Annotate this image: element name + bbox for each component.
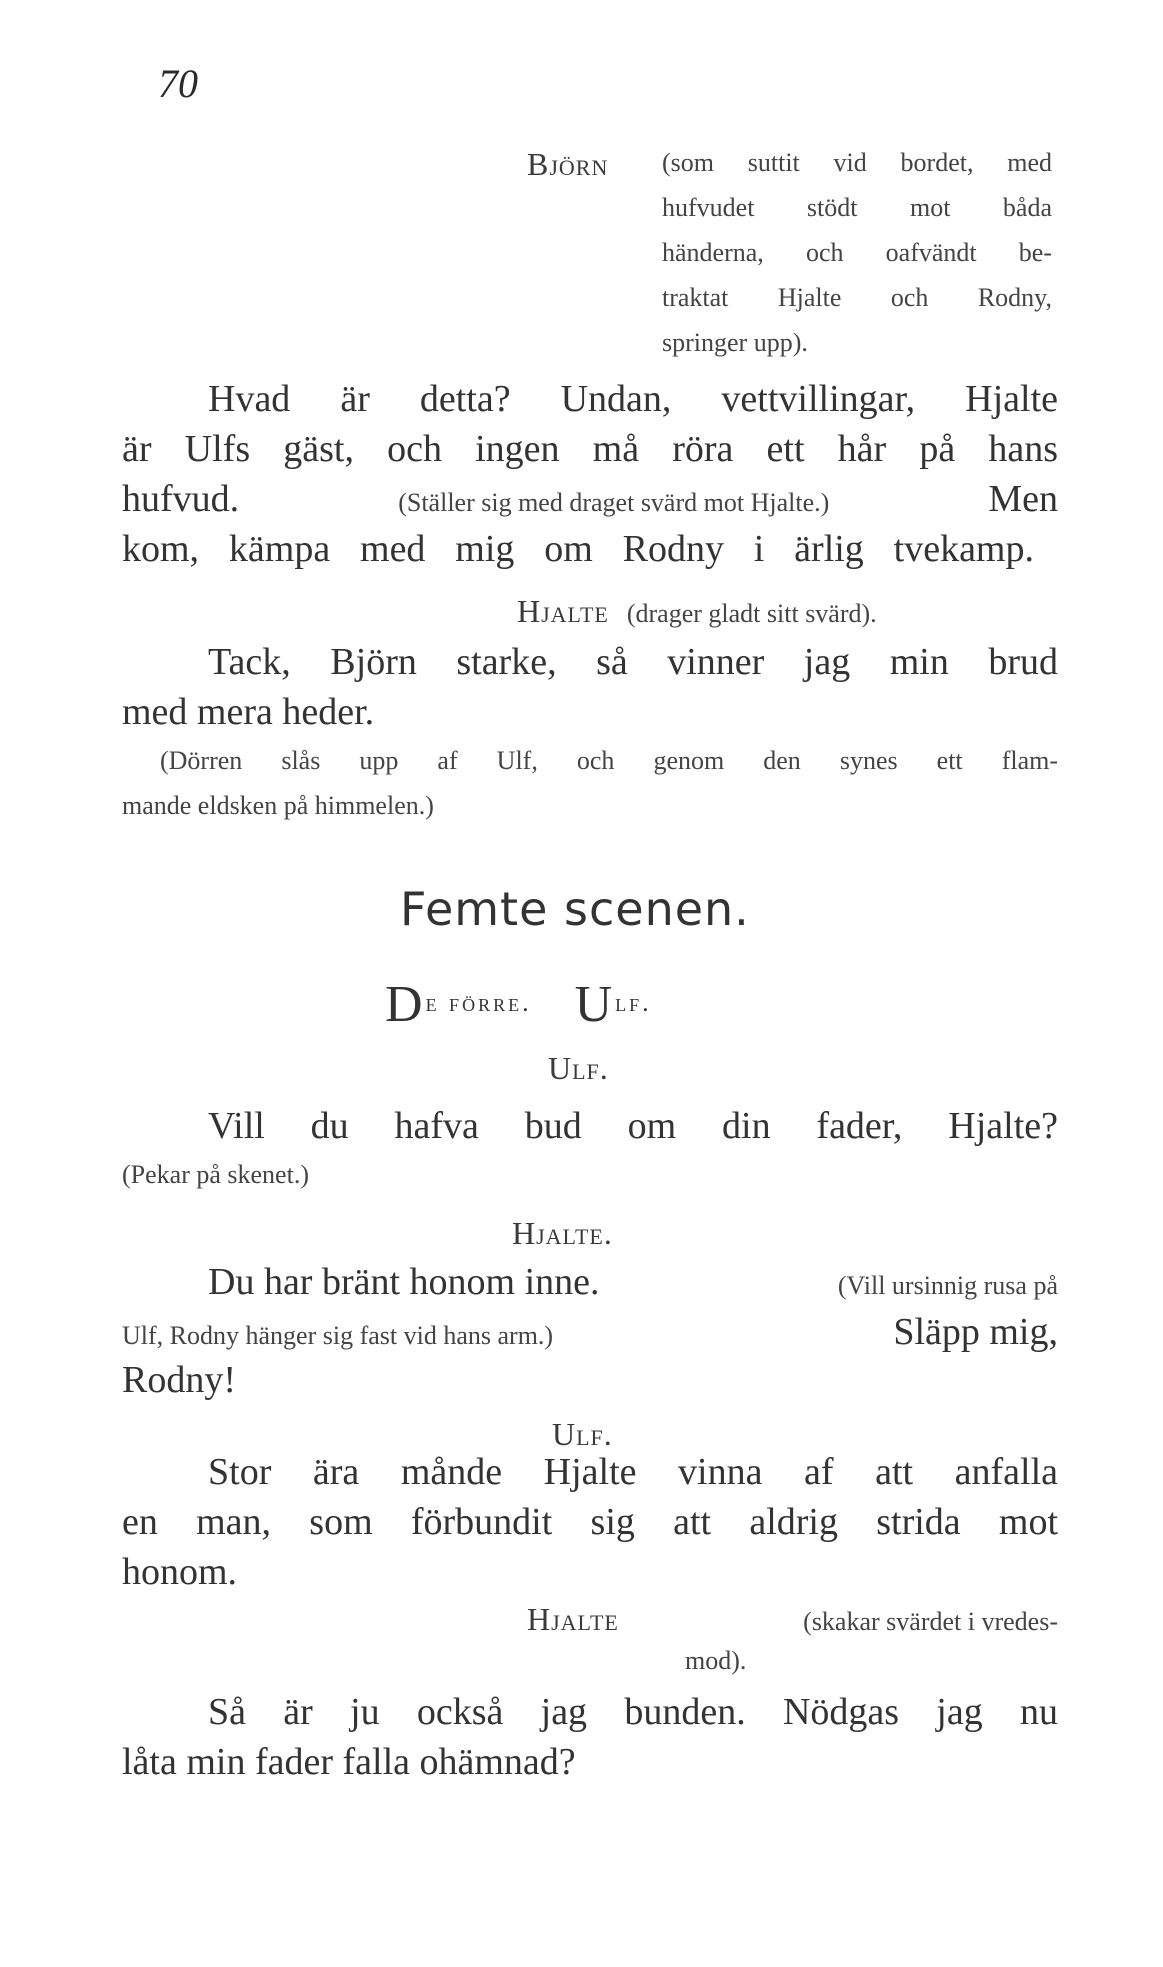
inline-stage-direction: (Vill ursinnig rusa på (837, 1271, 1058, 1300)
speech-line-mixed (122, 1313, 1058, 1351)
speaker-ulf: Ulf. (552, 1416, 613, 1452)
speech-fragment: Släpp mig, (893, 1311, 1058, 1353)
speech-line: en man, som förbundit sig att aldrig strida mot (122, 1501, 1058, 1543)
speech-line: Vill du hafva bud om din fader, Hjalte? (208, 1105, 1058, 1147)
speech-line-mixed (208, 1263, 1058, 1301)
speaker-ulf: Ulf. (548, 1050, 609, 1086)
inline-stage-direction: Ulf, Rodny hänger sig fast vid hans arm.) (122, 1321, 554, 1350)
speaker-hjalte: Hjalte (527, 1601, 619, 1637)
speech-line: med mera heder. (122, 691, 375, 733)
stage-direction-text: (drager gladt sitt svärd). (626, 599, 877, 628)
speech-line: är Ulfs gäst, och ingen må röra ett hår på hans (122, 428, 1058, 470)
stage-direction-line: springer upp). (662, 328, 808, 357)
cast-name: lf. (615, 988, 652, 1017)
speech-line: Rodny! (122, 1359, 236, 1401)
stage-direction-line: mod). (685, 1646, 747, 1675)
stage-direction-line: händerna, och oafvändt be- (662, 238, 1052, 267)
stage-direction-line: traktat Hjalte och Rodny, (662, 283, 1052, 312)
speech-fragment: hufvud. (122, 478, 240, 520)
speech-fragment: Men (988, 478, 1058, 520)
stage-direction-line: hufvudet stödt mot båda (662, 193, 1052, 222)
speaker-hjalte: Hjalte. (512, 1215, 613, 1251)
cast-name: e förre. (425, 988, 532, 1017)
stage-direction-hjalte (517, 595, 877, 627)
speech-line: honom. (122, 1551, 238, 1593)
speaker-hjalte: Hjalte (517, 593, 609, 629)
speech-fragment: Du har bränt honom inne. (208, 1261, 600, 1303)
stage-direction-line: (Dörren slås upp af Ulf, och genom den synes ett flam- (160, 746, 1058, 775)
cast-initial: D (385, 976, 426, 1033)
speech-line-mixed (122, 480, 1058, 518)
stage-direction-line: (Pekar på skenet.) (122, 1160, 309, 1189)
cast-initial: U (574, 976, 616, 1033)
speaker-bjorn: Björn (527, 146, 609, 182)
speech-line: låta min fader falla ohämnad? (122, 1741, 576, 1783)
speech-line: Hvad är detta? Undan, vettvillingar, Hjalte (208, 378, 1058, 420)
inline-stage-direction: (Ställer sig med draget svärd mot Hjalte.) (398, 488, 830, 517)
page-number: 70 (158, 61, 198, 106)
scene-title: Femte scenen. (400, 882, 750, 936)
speech-line: Så är ju också jag bunden. Nödgas jag nu (208, 1691, 1058, 1733)
stage-direction-text: (skakar svärdet i vredes- (803, 1607, 1058, 1636)
speech-line: Tack, Björn starke, så vinner jag min brud (208, 641, 1058, 683)
stage-direction-line: (som suttit vid bordet, med (662, 148, 1052, 177)
stage-direction-hjalte (527, 1603, 1058, 1635)
stage-direction-line: mande eldsken på himmelen.) (122, 791, 434, 820)
scene-cast (385, 975, 652, 1034)
speech-line: kom, kämpa med mig om Rodny i ärlig tvekamp. (122, 528, 1034, 570)
speech-line: Stor ära månde Hjalte vinna af att anfalla (208, 1451, 1058, 1493)
